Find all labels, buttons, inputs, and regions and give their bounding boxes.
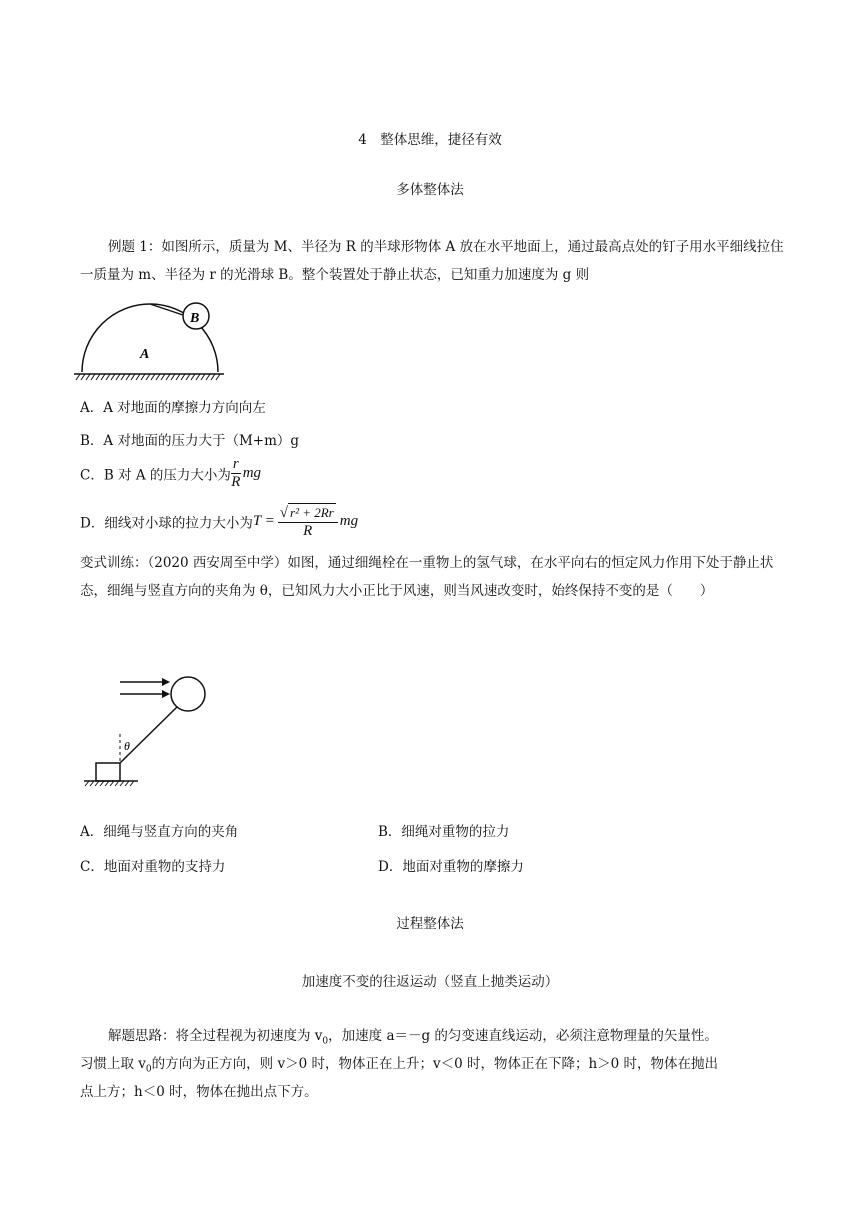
example-1-text: 例题 1：如图所示，质量为 M、半径为 R 的半球形物体 A 放在水平地面上，通过最高点处的钉子用水平细线拉住一质量为 m、半径为 r 的光滑球 B。整个装置处于静止状态，已知重力加速度为 g 则 [80,239,784,283]
example-1-option-b: B．A 对地面的压力大于（M+m）g [80,433,300,449]
theta-label: θ [124,739,130,753]
section-heading-multibody: 多体整体法 [396,182,464,198]
solution-line-3: 点上方；h＜0 时，物体在抛出点下方。 [80,1084,318,1100]
option-c-text: C．B 对 A 的压力大小为 [80,467,231,484]
example-1-option-d: D．细线对小球的拉力大小为T = $\frac{\text{√ r² + 2Rr}}{R}$ mg [80,505,359,539]
option-c-fraction: $\frac{r}{R}$ [231,456,241,490]
variant-training-text: 变式训练：（2020 西安周至中学）如图，通过细绳栓在一重物上的氢气球，在水平向右的恒定风力作用下处于静止状态，细绳与竖直方向的夹角为 θ，已知风力大小正比于风速，则当风速改变时，始终保持不变的是（ ） [80,555,774,599]
section-heading-process: 过程整体法 [396,916,464,932]
page-title: 4 整体思维，捷径有效 [358,132,502,148]
variant-option-c: C．地面对重物的支持力 [80,859,226,875]
variant-option-d: D．地面对重物的摩擦力 [378,859,524,875]
figure-label-b: B [190,311,200,326]
solution-line-2: 习惯上取 $v_0$的方向为正方向，则 v＞0 时，物体正在上升；v＜0 时，物体正在下降；h＞0 时，物体在抛出 [80,1056,719,1075]
variant-option-b: B．细绳对重物的拉力 [378,824,510,840]
solution-line-1: 解题思路：将全过程视为初速度为 $v_0$，加速度 a＝－g 的匀变速直线运动，必须注意物理量的矢量性。 [108,1028,718,1047]
example-1-option-c: C．B 对 A 的压力大小为 $\frac{r}{R}$ mg [80,456,262,490]
option-d-text: D．细线对小球的拉力大小为 [80,515,253,532]
variant-option-a: A．细绳与竖直方向的夹角 [80,824,239,840]
example-1-option-a: A．A 对地面的摩擦力方向向左 [80,400,266,416]
subsection-heading: 加速度不变的往返运动（竖直上抛类运动） [301,974,559,990]
balloon-figure [82,672,222,792]
option-d-fraction: $\frac{\text{√ r² + 2Rr}}{R}$ [278,503,338,540]
hemisphere-ball-figure [74,296,234,384]
figure-label-a: A [140,347,150,362]
